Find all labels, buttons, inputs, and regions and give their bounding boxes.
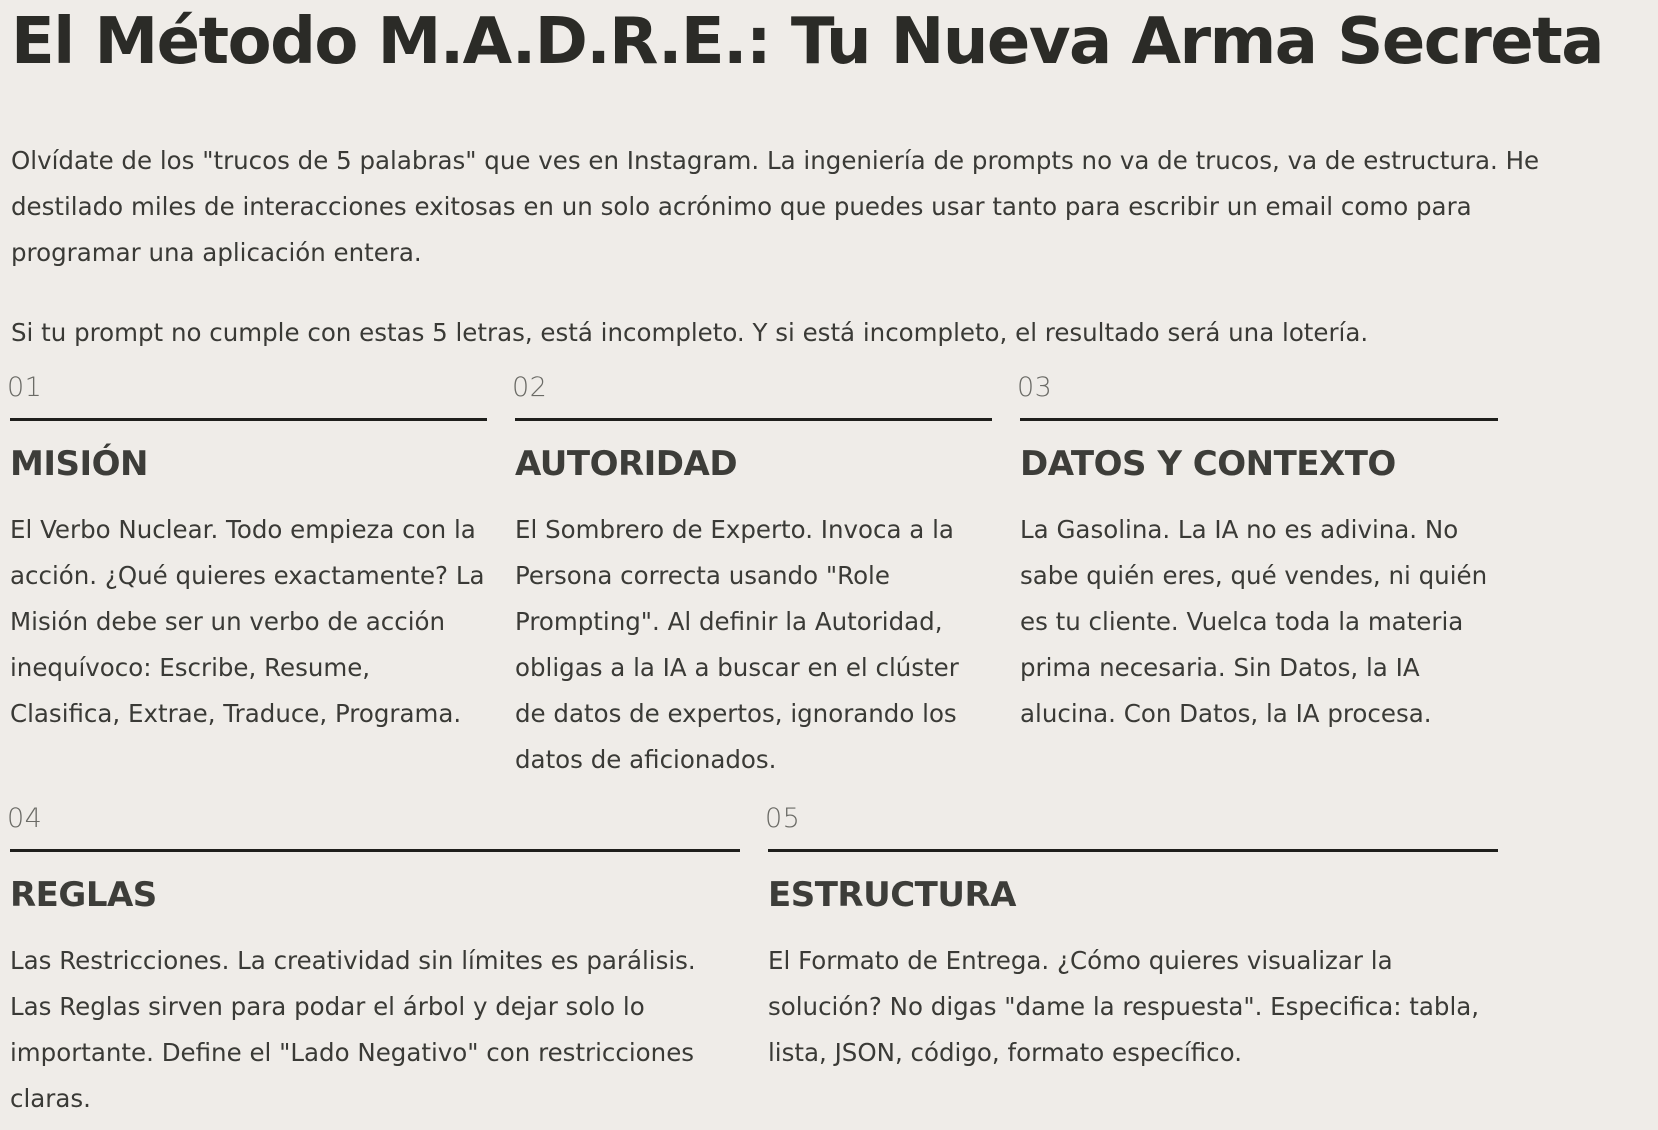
card-divider xyxy=(10,849,740,852)
card-number: 05 xyxy=(765,803,801,834)
card-reglas xyxy=(7,801,740,1122)
card-divider xyxy=(10,418,487,421)
card-body: El Formato de Entrega. ¿Cómo quieres visualizar la solución? No digas "dame la respuesta". Especifica: tabla, lista, JSON, código, formato específico. xyxy=(768,946,1480,1067)
intro-paragraph: Olvídate de los "trucos de 5 palabras" que ves en Instagram. La ingeniería de prompts no va de trucos, va de estructura. He destilado miles de interacciones exitosas en un solo acrónimo que puedes usar tanto para escribir un email como para programar una aplicación entera. xyxy=(11,146,1540,267)
page-title: El Método M.A.D.R.E.: Tu Nueva Arma Secreta xyxy=(11,5,1603,79)
card-body: La Gasolina. La IA no es adivina. No sabe quién eres, qué vendes, ni quién es tu cliente. Vuelca toda la materia prima necesaria. Sin Datos, la IA alucina. Con Datos, la IA procesa. xyxy=(1020,515,1488,728)
card-heading: REGLAS xyxy=(10,875,157,915)
intro-paragraph-2: Si tu prompt no cumple con estas 5 letras, está incompleto. Y si está incompleto, el resultado será una lotería. xyxy=(11,318,1369,347)
card-divider xyxy=(515,418,992,421)
card-mision xyxy=(7,370,487,737)
card-divider xyxy=(768,849,1498,852)
card-heading: AUTORIDAD xyxy=(515,444,738,484)
card-heading: ESTRUCTURA xyxy=(768,875,1016,915)
card-heading: MISIÓN xyxy=(10,444,148,484)
card-number: 02 xyxy=(512,372,548,403)
card-number: 03 xyxy=(1017,372,1053,403)
card-number: 04 xyxy=(7,803,43,834)
card-autoridad xyxy=(512,370,992,783)
card-estructura xyxy=(765,801,1498,1076)
card-body: Las Restricciones. La creatividad sin límites es parálisis. Las Reglas sirven para podar el árbol y dejar solo lo importante. Define el "Lado Negativo" con restricciones claras. xyxy=(10,946,696,1113)
card-heading: DATOS Y CONTEXTO xyxy=(1020,444,1396,484)
card-number: 01 xyxy=(7,372,43,403)
card-body: El Sombrero de Experto. Invoca a la Persona correcta usando "Role Prompting". Al definir la Autoridad, obligas a la IA a buscar en el clúster de datos de expertos, ignorando los datos de aficionados. xyxy=(515,515,959,774)
card-body: El Verbo Nuclear. Todo empieza con la acción. ¿Qué quieres exactamente? La Misión debe ser un verbo de acción inequívoco: Escribe, Resume, Clasifica, Extrae, Traduce, Programa. xyxy=(10,515,485,728)
card-divider xyxy=(1020,418,1498,421)
card-datos-contexto xyxy=(1017,370,1498,737)
